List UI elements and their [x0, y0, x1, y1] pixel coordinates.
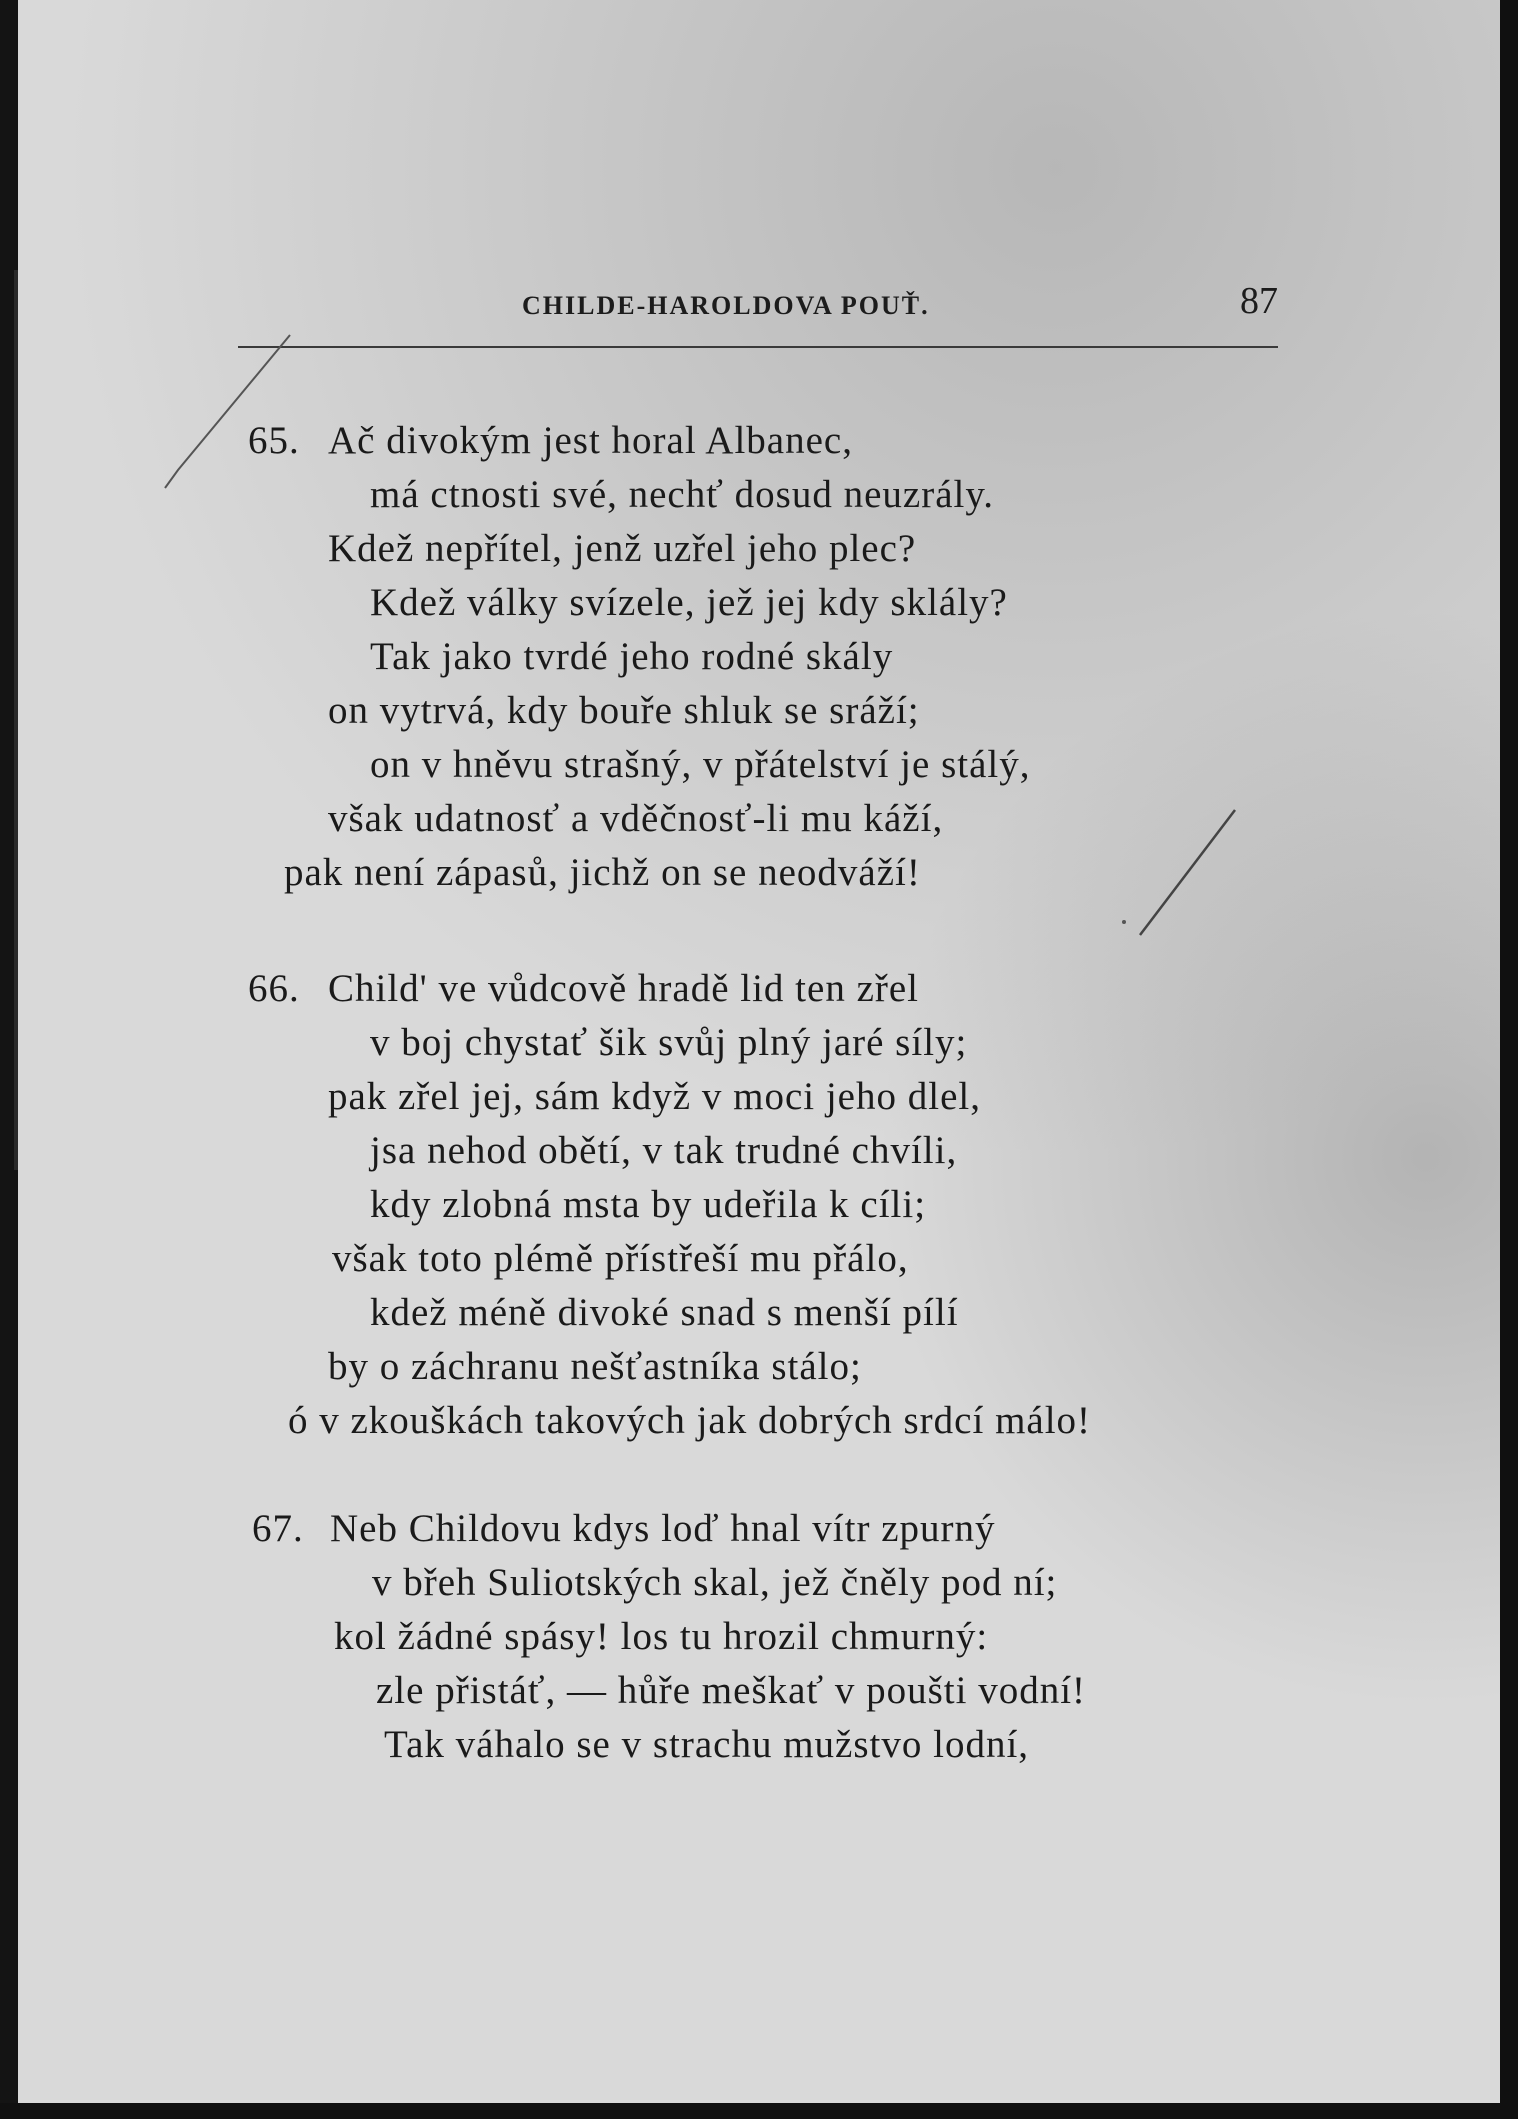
verse-line: Tak váhalo se v strachu mužstvo lodní,: [384, 1723, 1030, 1766]
bottom-page-edge: [0, 2103, 1518, 2119]
verse-line: Tak jako tvrdé jeho rodné skály: [370, 635, 894, 678]
verse-line: Child' ve vůdcově hradě lid ten zřel: [328, 967, 920, 1010]
verse-line: má ctnosti své, nechť dosud neuzrály.: [370, 473, 995, 516]
verse-line: on vytrvá, kdy bouře shluk se sráží;: [328, 689, 920, 732]
verse-line: zle přistáť, — hůře meškať v poušti vodní!: [376, 1669, 1087, 1712]
verse-line: jsa nehod obětí, v tak trudné chvíli,: [370, 1129, 958, 1172]
verse-line: však udatnosť a vděčnosť-li mu káží,: [328, 797, 944, 840]
verse-line: kdež méně divoké snad s menší pílí: [370, 1291, 959, 1334]
verse-line: kol žádné spásy! los tu hrozil chmurný:: [334, 1615, 989, 1658]
running-title: CHILDE-HAROLDOVA POUŤ.: [522, 291, 930, 320]
stanza-number: 66.: [248, 967, 300, 1010]
stanza-number: 65.: [248, 419, 300, 462]
verse-line: on v hněvu strašný, v přátelství je stálý,: [370, 743, 1031, 786]
verse-line: Kdež nepřítel, jenž uzřel jeho plec?: [328, 527, 917, 570]
right-page-edge: [1500, 0, 1518, 2119]
verse-line: v boj chystať šik svůj plný jaré síly;: [370, 1021, 968, 1064]
verse-line: však toto plémě přístřeší mu přálo,: [332, 1237, 909, 1280]
verse-line: pak není zápasů, jichž on se neodváží!: [284, 851, 921, 894]
verse-line: pak zřel jej, sám když v moci jeho dlel,: [328, 1075, 981, 1118]
page-header: [238, 280, 1278, 335]
verse-line: kdy zlobná msta by udeřila k cíli;: [370, 1183, 927, 1226]
verse-line: Neb Childovu kdys loď hnal vítr zpurný: [330, 1507, 996, 1550]
stanza-number: 67.: [252, 1507, 304, 1550]
verse-line: Kdež války svízele, jež jej kdy sklály?: [370, 581, 1008, 624]
page-number: 87: [1240, 280, 1278, 322]
verse-line: v břeh Suliotských skal, jež čněly pod ní;: [372, 1561, 1058, 1604]
verse-line: by o záchranu nešťastníka stálo;: [328, 1345, 862, 1388]
verse-line: Ač divokým jest horal Albanec,: [328, 419, 853, 462]
verse-line: ó v zkouškách takových jak dobrých srdcí málo!: [288, 1399, 1092, 1442]
header-rule: [238, 346, 1278, 348]
